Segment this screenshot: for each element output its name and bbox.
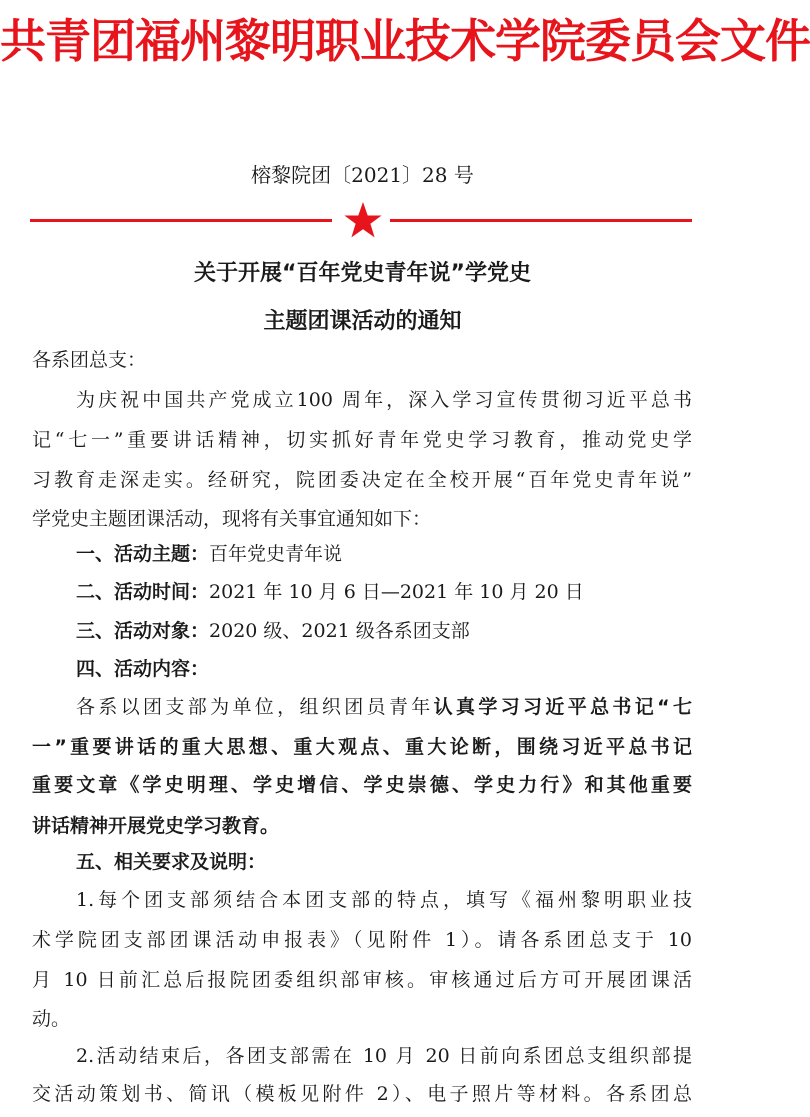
intro-line-1: 为庆祝中国共产党成立100 周年，深入学习宣传贯彻习近平总书 <box>76 389 692 411</box>
section-5-item-2-line-2: 交活动策划书、简讯（模板见附件 2）、电子照片等材料。各系团总 <box>32 1083 692 1105</box>
section-3 <box>76 617 692 645</box>
section-5-item-2-line-1: 2.活动结束后，各团支部需在 10 月 20 日前向系团总支组织部提 <box>76 1045 692 1067</box>
section-2-heading: 二、活动时间： <box>76 581 210 603</box>
section-1-heading: 一、活动主题： <box>76 543 210 565</box>
section-4-line-1-normal: 各系以团支部为单位，组织团员青年 <box>76 696 434 718</box>
document-number: 榕黎院团〔2021〕28 号 <box>251 163 474 187</box>
document-header-title: 共青团福州黎明职业技术学院委员会文件 <box>0 14 810 68</box>
section-5-item-1-line-1: 1.每个团支部须结合本团支部的特点，填写《福州黎明职业技 <box>76 889 692 911</box>
notice-title-line-2: 主题团课活动的通知 <box>263 309 462 334</box>
section-3-text: 2020 级、2021 级各系团支部 <box>209 620 470 642</box>
section-5-heading: 五、相关要求及说明： <box>76 851 267 873</box>
intro-line-2: 记“七一”重要讲话精神，切实抓好青年党史学习教育，推动党史学 <box>32 429 692 451</box>
section-5-item-1-line-3: 月 10 日前汇总后报院团委组织部审核。审核通过后方可开展团课活 <box>32 969 692 991</box>
header-red-line-left <box>30 219 332 222</box>
section-1-text: 百年党史青年说 <box>209 543 343 565</box>
section-2-text: 2021 年 10 月 6 日—2021 年 10 月 20 日 <box>209 581 584 603</box>
red-star-icon <box>343 200 383 240</box>
section-4-line-2: 一”重要讲话的重大思想、重大观点、重大论断，围绕习近平总书记 <box>32 736 692 758</box>
intro-line-3: 习教育走深走实。经研究，院团委决定在全校开展“百年党史青年说” <box>32 469 692 491</box>
section-2 <box>76 578 692 606</box>
section-4-line-4: 讲话精神开展党史学习教育。 <box>32 815 280 837</box>
section-3-heading: 三、活动对象： <box>76 620 210 642</box>
section-4-line-1 <box>76 693 692 721</box>
section-5-item-1-line-2: 术学院团支部团课活动申报表》（见附件 1）。请各系团总支于 10 <box>32 929 692 951</box>
header-red-line-right <box>390 219 692 222</box>
section-5-item-1-line-4: 动。 <box>32 1008 71 1030</box>
section-4-line-3: 重要文章《学史明理、学史增信、学史崇德、学史力行》和其他重要 <box>32 774 692 796</box>
section-4-line-1-bold: 认真学习习近平总书记“七 <box>433 696 692 718</box>
section-4-heading: 四、活动内容： <box>76 658 210 680</box>
salutation: 各系团总支： <box>32 349 147 371</box>
intro-line-4: 学党史主题团课活动，现将有关事宜通知如下： <box>32 508 432 530</box>
notice-title-line-1: 关于开展“百年党史青年说”学党史 <box>194 261 531 286</box>
section-1 <box>76 540 692 568</box>
